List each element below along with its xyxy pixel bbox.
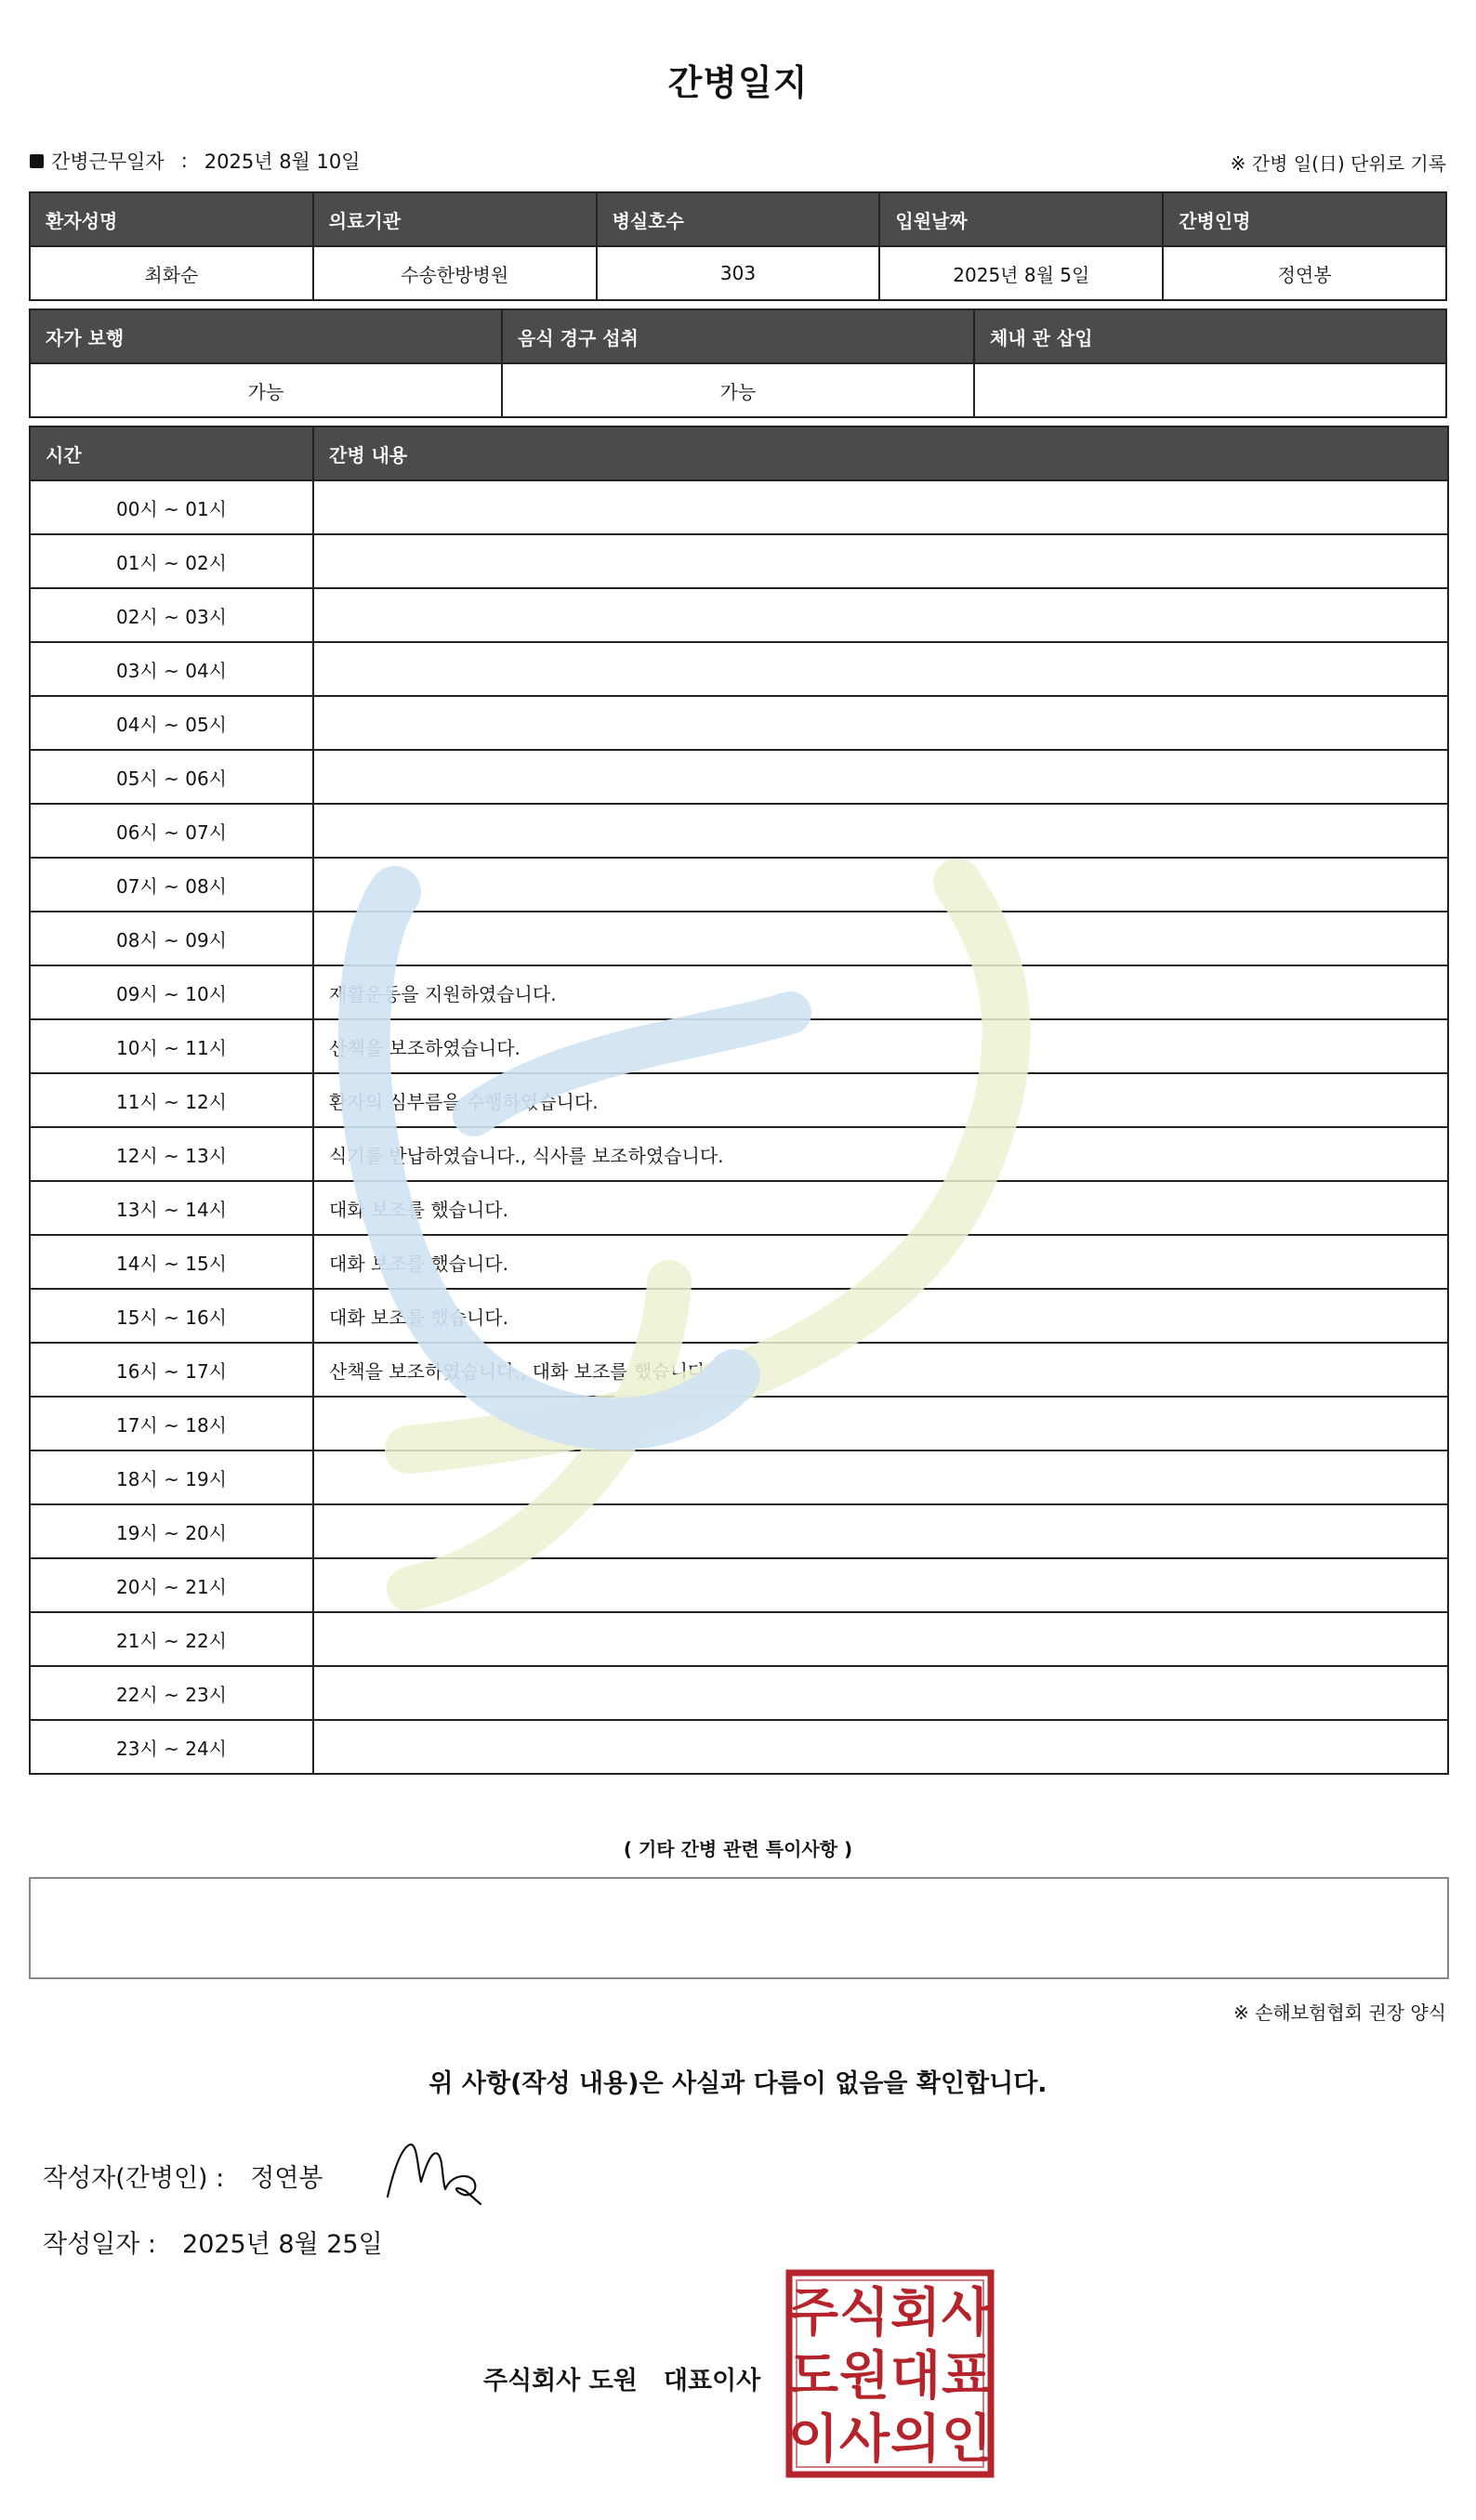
seal-glyph: 회 [890,2283,942,2343]
care-log-row [30,1181,1448,1235]
seal-glyph: 이 [787,2409,839,2470]
page-title: 간병일지 [667,62,809,103]
other-notes-box [29,1877,1449,1979]
written-date-label: 작성일자 : [43,2230,157,2259]
care-log-row [30,1019,1448,1073]
care-content-cell: 식기를 반납하였습니다., 식사를 보조하였습니다. [313,1127,1448,1181]
company-line [483,2360,760,2396]
care-log-row [30,1612,1448,1666]
care-log-row [30,1558,1448,1612]
seal-glyph: 주 [787,2283,839,2343]
care-time-cell: 18시 ~ 19시 [30,1450,313,1504]
care-log-row [30,1397,1448,1450]
seal-glyph: 표 [941,2346,993,2407]
care-content-cell: 대화 보조를 했습니다. [313,1181,1448,1235]
care-time-cell: 00시 ~ 01시 [30,480,313,534]
care-log-row [30,965,1448,1019]
care-time-cell: 21시 ~ 22시 [30,1612,313,1666]
care-time-cell: 19시 ~ 20시 [30,1504,313,1558]
care-time-cell: 17시 ~ 18시 [30,1397,313,1450]
care-content-cell [313,1504,1448,1558]
care-log-row [30,1235,1448,1289]
seal-glyph: 원 [838,2346,890,2407]
ceo-label: 대표이사 [663,2367,761,2395]
status-value-row [30,363,1446,417]
room-number-value: 303 [597,246,880,300]
patient-info-table [29,191,1447,301]
company-name: 주식회사 도원 [483,2367,638,2395]
care-log-row [30,1127,1448,1181]
care-time-cell: 05시 ~ 06시 [30,750,313,804]
care-content-cell [313,750,1448,804]
self-walking-value: 가능 [30,363,502,417]
care-log-table [29,426,1449,1775]
care-content-cell: 산책을 보조하였습니다. [313,1019,1448,1073]
care-time-cell: 20시 ~ 21시 [30,1558,313,1612]
care-log-row [30,804,1448,858]
care-content-cell: 대화 보조를 했습니다. [313,1235,1448,1289]
care-time-cell: 08시 ~ 09시 [30,912,313,965]
status-header-row [30,309,1446,363]
header-care-content: 간병 내용 [313,427,1448,480]
care-time-cell: 01시 ~ 02시 [30,534,313,588]
header-self-walking: 자가 보행 [30,309,502,363]
writer-label: 작성자(간병인) : [43,2164,225,2193]
care-time-cell: 03시 ~ 04시 [30,642,313,696]
written-date-value: 2025년 8월 25일 [182,2230,383,2259]
care-time-cell: 12시 ~ 13시 [30,1127,313,1181]
care-time-cell: 16시 ~ 17시 [30,1343,313,1397]
care-time-cell: 14시 ~ 15시 [30,1235,313,1289]
care-time-cell: 11시 ~ 12시 [30,1073,313,1127]
care-content-cell [313,588,1448,642]
care-log-row [30,480,1448,534]
writer-name: 정연봉 [250,2164,323,2193]
care-content-cell [313,858,1448,912]
seal-glyph: 식 [838,2283,890,2343]
care-time-cell: 13시 ~ 14시 [30,1181,313,1235]
writer-line [43,2158,323,2194]
seal-glyph: 대 [890,2346,942,2407]
care-content-cell [313,1612,1448,1666]
care-log-row [30,750,1448,804]
care-time-cell: 23시 ~ 24시 [30,1720,313,1774]
work-date-value: 2025년 8월 10일 [204,151,361,173]
care-log-row [30,1073,1448,1127]
care-content-cell [313,912,1448,965]
care-content-cell: 환자의 심부름을 수행하였습니다. [313,1073,1448,1127]
care-content-cell: 재활운동을 지원하였습니다. [313,965,1448,1019]
care-log-row [30,858,1448,912]
record-note: ※ 간병 일(日) 단위로 기록 [1230,152,1446,175]
company-seal-stamp [785,2269,995,2478]
care-content-cell: 산책을 보조하였습니다., 대화 보조를 했습니다. [313,1343,1448,1397]
header-admission-date: 입원날짜 [879,192,1163,246]
seal-glyph: 사 [838,2409,890,2470]
header-patient-name: 환자성명 [30,192,313,246]
care-log-row [30,1450,1448,1504]
handwritten-signature [376,2135,488,2210]
care-time-cell: 10시 ~ 11시 [30,1019,313,1073]
bullet-square-icon [30,154,44,168]
care-log-row [30,696,1448,750]
header-time: 시간 [30,427,313,480]
recommend-note: ※ 손해보험협회 권장 양식 [1232,2002,1446,2024]
patient-info-header-row [30,192,1446,246]
care-time-cell: 07시 ~ 08시 [30,858,313,912]
caregiver-name-value: 정연봉 [1163,246,1446,300]
care-content-cell [313,696,1448,750]
seal-glyph: 도 [787,2346,839,2407]
hospital-value: 수송한방병원 [313,246,597,300]
header-oral-intake: 음식 경구 섭취 [502,309,974,363]
patient-name-value: 최화순 [30,246,313,300]
care-log-row [30,1720,1448,1774]
work-date-label: 간병근무일자 [51,151,165,173]
work-date-separator: : [180,150,188,172]
care-time-cell: 15시 ~ 16시 [30,1289,313,1343]
care-log-header-row [30,427,1448,480]
care-content-cell [313,1720,1448,1774]
patient-status-table [29,308,1447,418]
care-content-cell [313,804,1448,858]
other-notes-title: ( 기타 간병 관련 특이사항 ) [623,1838,853,1860]
care-content-cell [313,534,1448,588]
care-log-row [30,534,1448,588]
header-caregiver-name: 간병인명 [1163,192,1446,246]
care-log-row [30,1289,1448,1343]
care-time-cell: 22시 ~ 23시 [30,1666,313,1720]
seal-glyph: 인 [941,2409,993,2470]
work-date-line [30,147,361,175]
care-log-rows [30,480,1448,1774]
care-log-row [30,1343,1448,1397]
care-time-cell: 09시 ~ 10시 [30,965,313,1019]
care-content-cell [313,642,1448,696]
care-content-cell [313,1666,1448,1720]
confirm-statement: 위 사항(작성 내용)은 사실과 다름이 없음을 확인합니다. [428,2069,1048,2098]
care-content-cell [313,1558,1448,1612]
care-log-row [30,912,1448,965]
header-tube-insertion: 체내 관 삽입 [974,309,1446,363]
care-log-row [30,1666,1448,1720]
header-room-number: 병실호수 [597,192,880,246]
tube-insertion-value [974,363,1446,417]
care-content-cell: 대화 보조를 했습니다. [313,1289,1448,1343]
care-content-cell [313,1450,1448,1504]
care-log-row [30,642,1448,696]
care-time-cell: 02시 ~ 03시 [30,588,313,642]
patient-info-value-row [30,246,1446,300]
care-time-cell: 04시 ~ 05시 [30,696,313,750]
care-content-cell [313,480,1448,534]
care-log-row [30,588,1448,642]
seal-glyph: 의 [890,2409,942,2470]
care-content-cell [313,1397,1448,1450]
care-log-row [30,1504,1448,1558]
seal-glyph: 사 [941,2283,993,2343]
admission-date-value: 2025년 8월 5일 [879,246,1163,300]
oral-intake-value: 가능 [502,363,974,417]
care-time-cell: 06시 ~ 07시 [30,804,313,858]
written-date-line [43,2224,383,2260]
header-hospital: 의료기관 [313,192,597,246]
